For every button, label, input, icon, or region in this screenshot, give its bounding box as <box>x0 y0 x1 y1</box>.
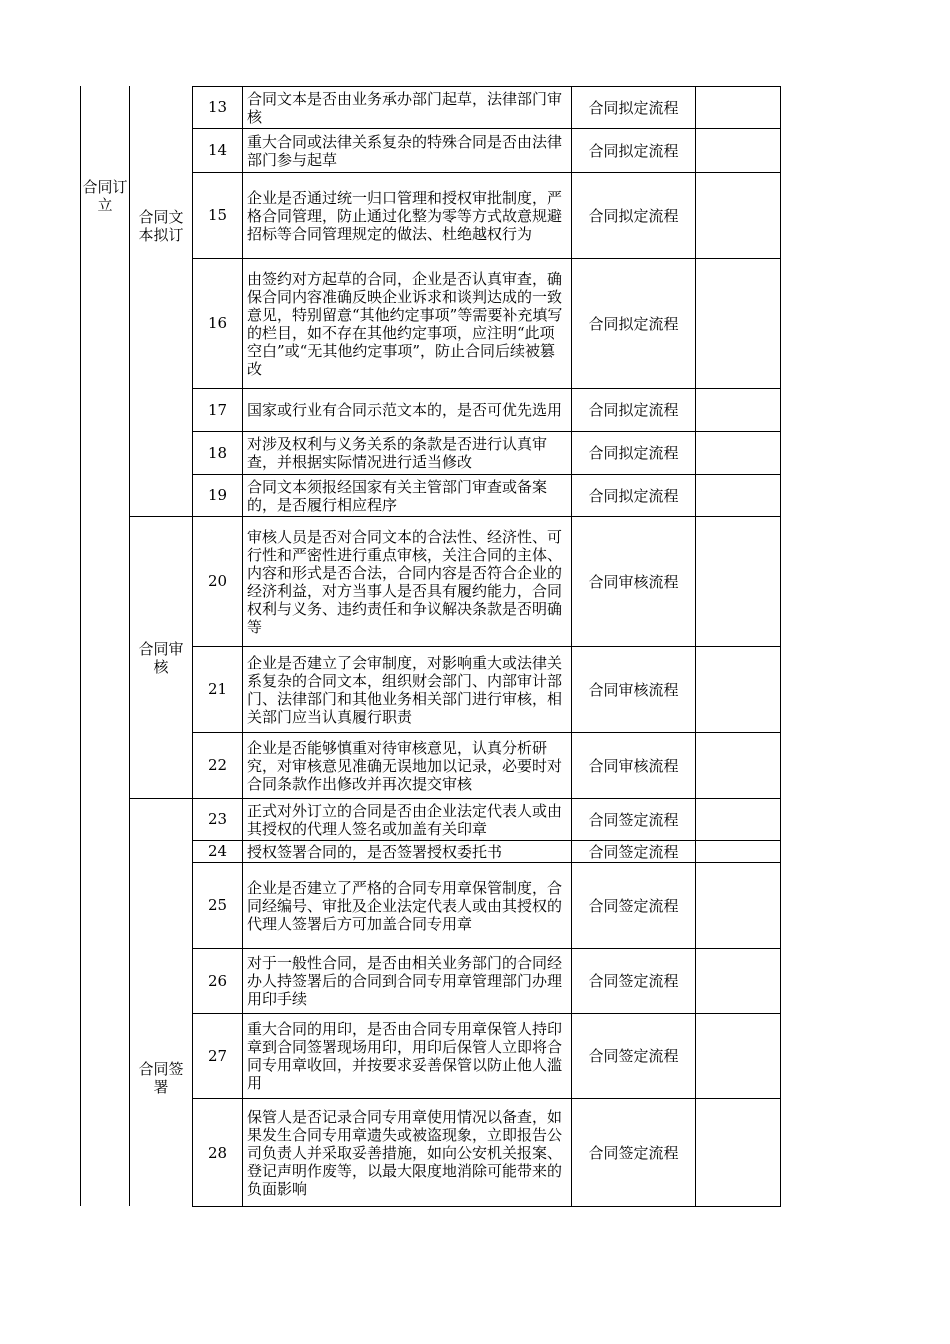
row-number: 24 <box>207 842 228 860</box>
subsection-divider <box>129 516 192 517</box>
row-empty-cell <box>696 646 780 732</box>
row-number: 26 <box>207 971 228 990</box>
row-description: 重大合同的用印，是否由合同专用章保管人持印章到合同签署现场用印，用印后保管人立即将合同专用章收回，并按要求妥善保管以防止他人滥用 <box>247 1020 563 1092</box>
row-process: 合同拟定流程 <box>588 444 679 462</box>
row-number: 22 <box>207 756 228 774</box>
row-description: 国家或行业有合同示范文本的，是否可优先选用 <box>247 401 563 419</box>
row-process: 合同签定流程 <box>588 1144 679 1162</box>
row-process: 合同签定流程 <box>588 1047 679 1065</box>
row-empty-cell <box>696 1013 780 1098</box>
row-number: 25 <box>207 896 228 914</box>
row-number: 21 <box>207 680 228 698</box>
section-column-border <box>129 86 130 1206</box>
row-empty-cell <box>696 258 780 388</box>
row-empty-cell <box>696 840 780 862</box>
row-description: 企业是否建立了会审制度，对影响重大或法律关系复杂的合同文本，组织财会部门、内部审计部门、法律部门和其他业务相关部门进行审核，相关部门应当认真履行职责 <box>247 653 563 726</box>
row-empty-cell <box>696 431 780 474</box>
row-process: 合同拟定流程 <box>588 98 679 117</box>
row-number: 23 <box>207 810 228 828</box>
row-process: 合同拟定流程 <box>588 141 679 160</box>
row-empty-cell <box>696 1098 780 1207</box>
subsection-label-review: 合同审核 <box>138 640 184 676</box>
row-description: 保管人是否记录合同专用章使用情况以备查，如果发生合同专用章遗失或被盗现象，立即报告公司负责人并采取妥善措施，如向公安机关报案、登记声明作废等，以最大限度地消除可能带来的负面影响 <box>247 1108 563 1198</box>
row-empty-cell <box>696 172 780 258</box>
row-description: 授权签署合同的，是否签署授权委托书 <box>247 842 503 861</box>
row-empty-cell <box>696 948 780 1013</box>
row-process: 合同审核流程 <box>588 680 679 699</box>
row-empty-cell <box>696 516 780 646</box>
row-number: 15 <box>207 206 228 224</box>
subsection-divider <box>129 798 192 799</box>
row-number: 19 <box>207 486 228 504</box>
row-empty-cell <box>696 798 780 840</box>
row-number: 16 <box>207 314 228 332</box>
row-process: 合同拟定流程 <box>588 206 679 225</box>
row-number: 28 <box>207 1143 228 1162</box>
row-number: 20 <box>207 572 228 590</box>
row-process: 合同拟定流程 <box>588 486 679 505</box>
row-empty-cell <box>696 862 780 948</box>
row-number: 18 <box>207 443 228 462</box>
row-description: 由签约对方起草的合同，企业是否认真审查，确保合同内容准确反映企业诉求和谈判达成的一致意见，特别留意“其他约定事项”等需要补充填写的栏目，如不存在其他约定事项，应注明“此项空白”或“无其他约定事项”，防止合同后续被篡改 <box>247 269 563 378</box>
outer-left-border <box>80 86 81 1206</box>
row-description: 企业是否能够慎重对待审核意见，认真分析研究，对审核意见准确无误地加以记录，必要时对合同条款作出修改并再次提交审核 <box>247 738 563 793</box>
row-description: 审核人员是否对合同文本的合法性、经济性、可行性和严密性进行重点审核，关注合同的主体、内容和形式是否合法，合同内容是否符合企业的经济利益，对方当事人是否具有履约能力，合同权利与义务、违约责任和争议解决条款是否明确等 <box>247 527 563 636</box>
row-process: 合同拟定流程 <box>588 314 679 333</box>
subsection-label-sign: 合同签署 <box>138 1060 184 1096</box>
row-empty-cell <box>696 128 780 172</box>
section-label-contract-formation: 合同订立 <box>82 178 128 214</box>
row-empty-cell <box>696 474 780 516</box>
row-process: 合同签定流程 <box>588 896 679 915</box>
row-process: 合同审核流程 <box>588 572 679 591</box>
row-description: 对于一般性合同，是否由相关业务部门的合同经办人持签署后的合同到合同专用章管理部门办理用印手续 <box>247 954 563 1008</box>
row-description: 合同文本是否由业务承办部门起草，法律部门审核 <box>247 89 563 126</box>
row-empty-cell <box>696 388 780 431</box>
row-number: 13 <box>207 98 228 116</box>
row-description: 对涉及权利与义务关系的条款是否进行认真审查，并根据实际情况进行适当修改 <box>247 435 548 471</box>
row-number: 17 <box>207 400 228 419</box>
row-description: 企业是否通过统一归口管理和授权审批制度，严格合同管理，防止通过化整为零等方式故意规避招标等合同管理规定的做法、杜绝越权行为 <box>247 188 563 243</box>
row-number: 14 <box>207 141 228 159</box>
row-description: 正式对外订立的合同是否由企业法定代表人或由其授权的代理人签名或加盖有关印章 <box>247 801 563 838</box>
row-process: 合同签定流程 <box>588 972 679 990</box>
row-description: 企业是否建立了严格的合同专用章保管制度，合同经编号、审批及企业法定代表人或由其授权的代理人签署后方可加盖合同专用章 <box>247 878 563 933</box>
subsection-label-draft: 合同文本拟订 <box>138 208 184 244</box>
row-process: 合同签定流程 <box>588 842 679 861</box>
row-description: 合同文本须报经国家有关主管部门审查或备案的，是否履行相应程序 <box>247 477 548 514</box>
row-process: 合同签定流程 <box>588 810 679 829</box>
row-process: 合同审核流程 <box>588 756 679 775</box>
row-number: 27 <box>207 1046 228 1065</box>
row-process: 合同拟定流程 <box>588 401 679 419</box>
row-empty-cell <box>696 732 780 798</box>
row-description: 重大合同或法律关系复杂的特殊合同是否由法律部门参与起草 <box>247 132 563 169</box>
row-empty-cell <box>696 86 780 128</box>
